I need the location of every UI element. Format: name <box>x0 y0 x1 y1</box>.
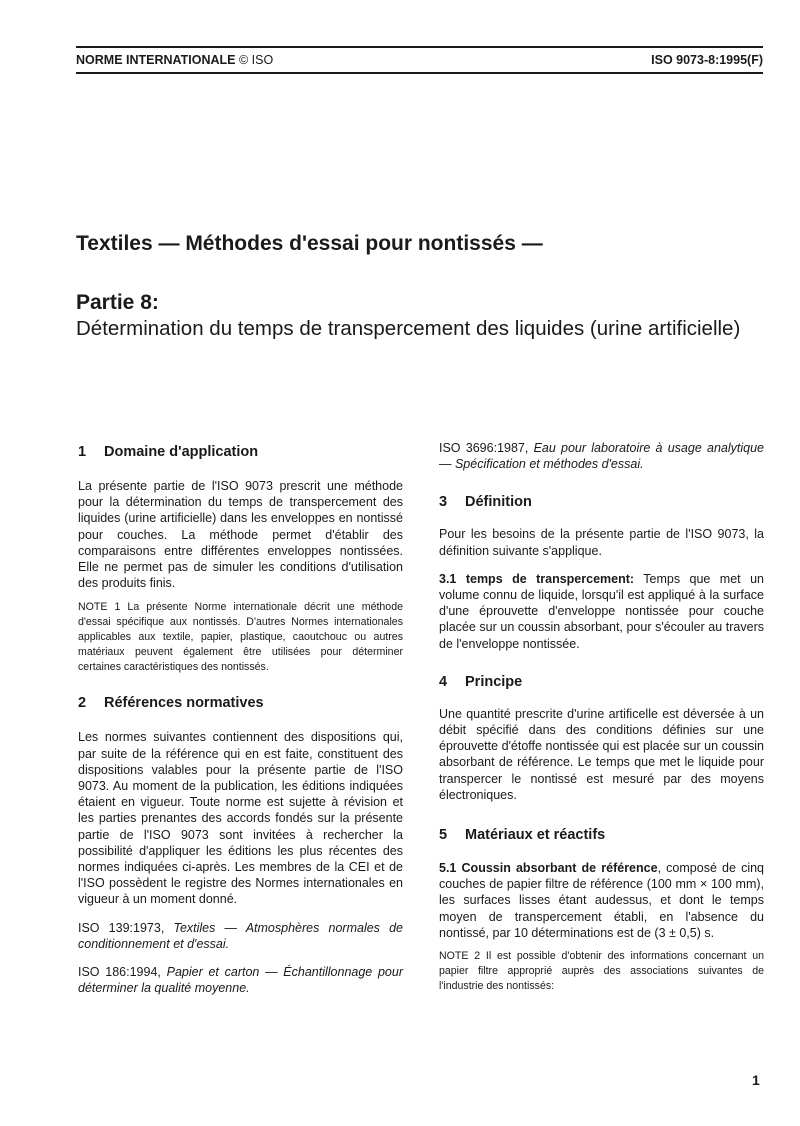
header-standard-type: NORME INTERNATIONALE <box>76 53 236 67</box>
section-title: Définition <box>465 494 532 511</box>
section-number: 1 <box>78 444 87 460</box>
section-title: Références normatives <box>104 695 264 712</box>
definition-number: 3.1 <box>439 571 457 586</box>
note-2: NOTE 2 Il est possible d'obtenir des informations concernant un papier filtre approprié auprès des associations suivantes de l'industrie des nontissés: <box>439 950 764 993</box>
section-5-heading <box>439 826 764 844</box>
reference-iso-139 <box>78 920 403 952</box>
definition-term: temps de transpercement: <box>465 571 635 586</box>
document-title: Textiles — Méthodes d'essai pour nontissés — <box>76 232 543 255</box>
section-number: 4 <box>439 673 448 690</box>
subsection-term: Coussin absorbant de référence <box>461 861 658 876</box>
subsection-text: , composé de cinq couches de papier filtre de référence (100 mm × 100 mm), les surfaces lisses étant audessus, et dont le temps moyen de transpercement établi, en l'absence du nontissé, par 10 déterminations est de (3 ± 0,5) s. <box>439 861 764 940</box>
note-1: NOTE 1 La présente Norme internationale décrit une méthode d'essai spécifique aux nontissés. D'autres Normes internationales applicables aux textile, papier, plastique, caoutchouc ou autres matériaux peuvent également être utilisées pour déterminer certaines caractéristiques des nontissés. <box>78 601 403 674</box>
section-2-paragraph: Les normes suivantes contiennent des dispositions qui, par suite de la référence qui en est faite, constituent des dispositions valables pour la présente partie de l'ISO 9073. Au moment de la publication, les éditions indiquées étaient en vigueur. Toute norme est sujette à révision et les parties prenantes des accords fondés sur la présente partie de l'ISO 9073 sont invitées à rechercher la possibilité d'appliquer les éditions les plus récentes des normes indiquées ci-après. Les membres de la CEI et de l'ISO possèdent le registre des Normes internationales en vigueur à un moment donné. <box>78 730 403 907</box>
reference-title: Textiles — Atmosphères normales de conditionnement et d'essai. <box>78 920 403 951</box>
reference-title: Eau pour laboratoire à usage analytique — Spécification et méthodes d'essai. <box>439 441 764 472</box>
subsection-number: 5.1 <box>439 861 457 876</box>
definition-text: Temps que met un volume connu de liquide, lorsqu'il est appliqué à la surface d'une éprouvette d'enveloppe nontissée pour couche placée sur un coussin absorbant, pour s'écouler au travers de l'enveloppe nontissée. <box>439 571 764 651</box>
header-left <box>76 48 273 72</box>
section-title: Principe <box>465 673 523 690</box>
header-copyright: © ISO <box>238 53 274 67</box>
part-label: Partie 8: <box>76 291 159 314</box>
page-number: 1 <box>752 1072 760 1088</box>
reference-iso-186 <box>78 964 403 996</box>
reference-code: ISO 186:1994, <box>78 965 161 980</box>
reference-code: ISO 3696:1987, <box>439 441 529 455</box>
definition-3-1 <box>439 571 764 652</box>
reference-iso-3696 <box>439 440 764 472</box>
section-4-paragraph: Une quantité prescrite d'urine artificelle est déversée à un débit spécifié dans des conditions définies sur une éprouvette d'étoffe nontissée qui est placée sur un coussin absorbant de référence. Le temps que met le liquide pour transpercer le nontissé est mesuré par des moyens électroniques. <box>439 706 764 802</box>
reference-code: ISO 139:1973, <box>78 920 165 935</box>
section-3-paragraph: Pour les besoins de la présente partie de l'ISO 9073, la définition suivante s'applique. <box>439 527 764 558</box>
left-column <box>78 443 403 996</box>
section-title: Matériaux et réactifs <box>465 827 606 844</box>
section-3-heading <box>439 493 764 511</box>
section-1-paragraph: La présente partie de l'ISO 9073 prescrit une méthode pour la détermination du temps de transpercement des liquides (urine artificielle) dans les enveloppes en nontissé pour couches. La méthode permet d'établir des comparaisons entre différentes enveloppes nontissées. Elle ne permet pas de simuler les conditions d'utilisation des produits finis. <box>78 479 403 591</box>
section-number: 5 <box>439 827 448 844</box>
reference-title: Papier et carton — Échantillonnage pour déterminer la qualité moyenne. <box>78 965 403 996</box>
section-number: 3 <box>439 494 448 511</box>
section-number: 2 <box>78 695 87 712</box>
header-standard-number: ISO 9073-8:1995(F) <box>651 53 763 67</box>
section-4-heading <box>439 673 764 691</box>
section-2-heading <box>78 694 403 712</box>
document-subtitle: Détermination du temps de transpercement des liquides (urine artificielle) <box>76 317 741 340</box>
section-title: Domaine d'application <box>104 444 259 460</box>
page-header <box>76 46 763 74</box>
section-1-heading <box>78 443 403 461</box>
right-column <box>439 443 764 994</box>
subsection-5-1 <box>439 860 764 941</box>
